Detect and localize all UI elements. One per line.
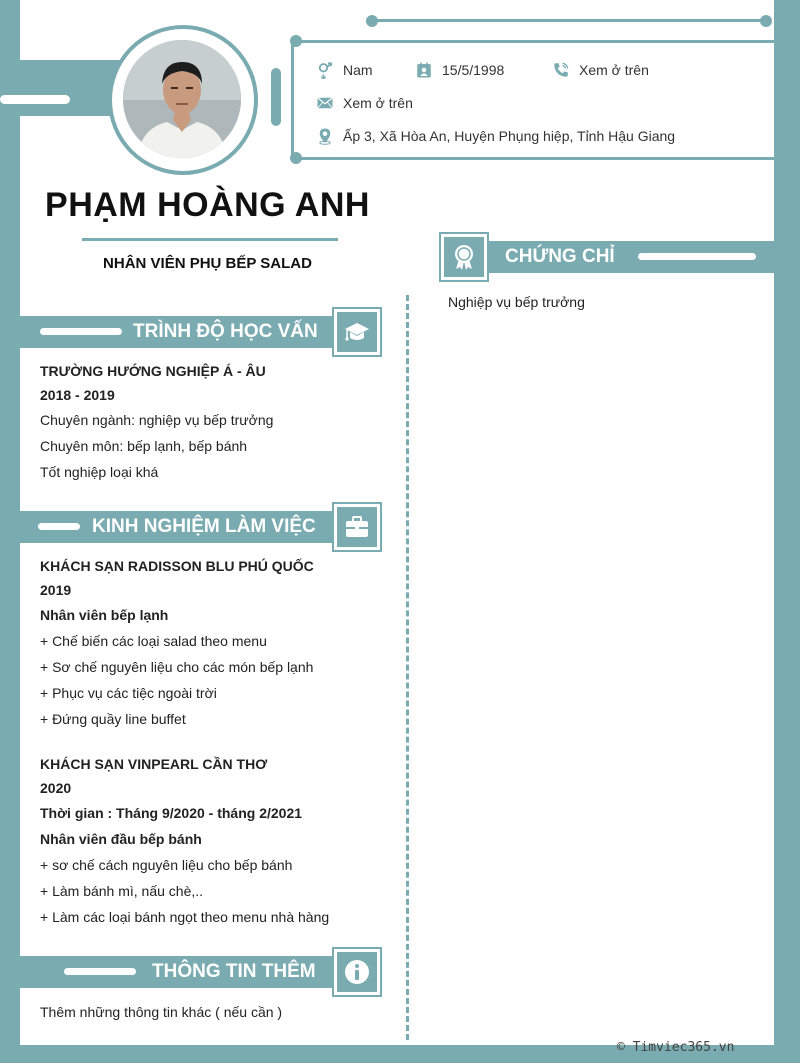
full-name: PHẠM HOÀNG ANH bbox=[45, 186, 370, 224]
name-underline bbox=[82, 238, 338, 241]
banner-stripe bbox=[40, 328, 122, 335]
calendar-id-icon bbox=[415, 61, 433, 79]
header-vertical-line bbox=[291, 40, 294, 158]
email-value: Xem ở trên bbox=[343, 95, 413, 111]
header-white-stripe bbox=[0, 95, 70, 104]
experience-heading: KINH NGHIỆM LÀM VIỆC bbox=[92, 516, 316, 537]
education-school: TRƯỜNG HƯỚNG NGHIỆP Á - ÂU bbox=[40, 363, 266, 379]
experience-banner bbox=[20, 511, 358, 543]
envelope-icon bbox=[316, 94, 334, 112]
header-top-line-dot bbox=[366, 15, 378, 27]
avatar bbox=[123, 40, 241, 158]
certificates-icon-box bbox=[441, 234, 487, 280]
contact-phone bbox=[552, 61, 649, 79]
experience-icon-box bbox=[334, 504, 380, 550]
certificates-heading: CHỨNG CHỈ bbox=[505, 246, 615, 267]
education-icon-box bbox=[334, 309, 380, 355]
job-role: Nhân viên bếp lạnh bbox=[40, 607, 169, 623]
phone-icon bbox=[552, 61, 570, 79]
job-title: NHÂN VIÊN PHỤ BẾP SALAD bbox=[103, 255, 312, 272]
watermark: © Timviec365.vn bbox=[617, 1040, 735, 1055]
job-task: + Làm các loại bánh ngọt theo menu nhà hàng bbox=[40, 909, 330, 925]
job-role: Nhân viên đầu bếp bánh bbox=[40, 831, 202, 847]
phone-value: Xem ở trên bbox=[579, 62, 649, 78]
frame-left bbox=[0, 0, 20, 1063]
education-heading: TRÌNH ĐỘ HỌC VẤN bbox=[133, 321, 318, 342]
certificates-banner bbox=[466, 241, 774, 273]
banner-stripe bbox=[64, 968, 136, 975]
header-top-line bbox=[372, 19, 764, 22]
job-task: + Chế biến các loại salad theo menu bbox=[40, 633, 267, 649]
education-banner bbox=[20, 316, 358, 348]
frame-right bbox=[774, 0, 800, 1063]
banner-stripe bbox=[638, 253, 756, 260]
birthday-value: 15/5/1998 bbox=[442, 62, 505, 78]
job-task: + sơ chế cách nguyên liệu cho bếp bánh bbox=[40, 857, 293, 873]
education-line: Tốt nghiệp loại khá bbox=[40, 464, 159, 480]
extra-banner bbox=[20, 956, 358, 988]
info-icon bbox=[343, 958, 371, 986]
extra-text: Thêm những thông tin khác ( nếu cần ) bbox=[40, 1004, 283, 1020]
header-top-line-dot-end bbox=[760, 15, 772, 27]
job-company: KHÁCH SẠN VINPEARL CẦN THƠ bbox=[40, 756, 268, 772]
extra-icon-box bbox=[334, 949, 380, 995]
gender-value: Nam bbox=[343, 62, 373, 78]
address-value: Ấp 3, Xã Hòa An, Huyện Phụng hiệp, Tỉnh Hậu Giang bbox=[343, 128, 676, 144]
contact-gender bbox=[316, 61, 373, 79]
job-year: 2019 bbox=[40, 582, 72, 598]
graduation-cap-icon bbox=[343, 318, 371, 346]
contact-birthday bbox=[415, 61, 504, 79]
job-task: + Đứng quầy line buffet bbox=[40, 711, 186, 727]
education-period: 2018 - 2019 bbox=[40, 387, 115, 403]
header-info-top-line bbox=[297, 40, 774, 43]
education-line: Chuyên ngành: nghiệp vụ bếp trưởng bbox=[40, 412, 274, 428]
location-pin-icon bbox=[316, 127, 334, 145]
job-task: + Phục vụ các tiệc ngoài trời bbox=[40, 685, 217, 701]
award-ribbon-icon bbox=[450, 243, 478, 271]
extra-heading: THÔNG TIN THÊM bbox=[152, 961, 316, 982]
briefcase-icon bbox=[343, 513, 371, 541]
certificate-item: Nghiệp vụ bếp trưởng bbox=[448, 294, 585, 310]
gender-icon bbox=[316, 61, 334, 79]
job-task: + Sơ chế nguyên liệu cho các món bếp lạnh bbox=[40, 659, 314, 675]
header-vertical-bar bbox=[271, 68, 281, 126]
education-line: Chuyên môn: bếp lạnh, bếp bánh bbox=[40, 438, 248, 454]
job-year: 2020 bbox=[40, 780, 72, 796]
banner-stripe bbox=[38, 523, 80, 530]
contact-email bbox=[316, 94, 413, 112]
column-divider bbox=[406, 295, 409, 1040]
contact-address bbox=[316, 127, 675, 145]
job-task: + Làm bánh mì, nấu chè,.. bbox=[40, 883, 204, 899]
job-time: Thời gian : Tháng 9/2020 - tháng 2/2021 bbox=[40, 805, 303, 821]
header-info-bottom-line bbox=[297, 157, 774, 160]
job-company: KHÁCH SẠN RADISSON BLU PHÚ QUỐC bbox=[40, 558, 314, 574]
